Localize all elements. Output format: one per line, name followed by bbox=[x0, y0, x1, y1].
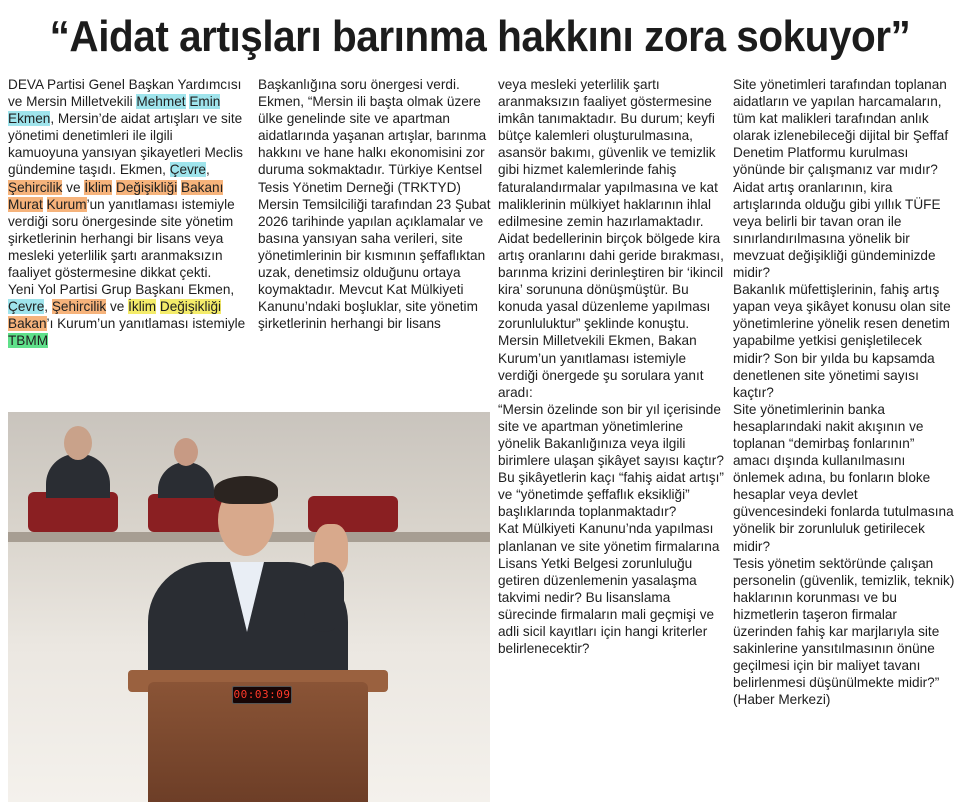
highlighted-text: Emin bbox=[189, 94, 221, 110]
article-headline: “Aidat artışları barınma hakkını zora sokuyor” bbox=[49, 12, 911, 61]
background-person bbox=[46, 454, 110, 498]
body-text: ve bbox=[62, 179, 85, 195]
highlighted-text: İklim bbox=[128, 299, 157, 315]
highlighted-text: Çevre bbox=[169, 162, 206, 178]
body-text bbox=[43, 197, 47, 212]
background-person bbox=[158, 462, 214, 498]
highlighted-text: Mehmet bbox=[136, 94, 186, 110]
body-text: DEVA Partisi Genel Başkan Yardımcısı ve Mersin Milletvekili bbox=[8, 77, 242, 110]
highlighted-text: Bakanı bbox=[181, 179, 224, 195]
background-person-head bbox=[174, 438, 198, 466]
article-column-1 bbox=[8, 76, 246, 350]
body-text: ’un yanıtlaması istemiyle verdiği soru önergesinde site yönetim şirketlerinin herhangi bir lisans veya mesleki yeterlilik şartı aranmaksızın faaliyet göstermesine dikkat çekti. Yeni Yol Partisi Grup Başkanı Ekmen, bbox=[8, 196, 235, 298]
speech-timer-display: 00:03:09 bbox=[232, 686, 292, 704]
highlighted-text: Şehircilik bbox=[51, 299, 107, 315]
speaker-raised-arm bbox=[304, 562, 344, 632]
highlighted-text: Şehircilik bbox=[8, 179, 63, 195]
parliament-speaker-photo bbox=[8, 412, 490, 802]
parliament-seat bbox=[28, 492, 118, 532]
highlighted-text: Ekmen bbox=[8, 111, 51, 127]
body-text: , Mersin’de aidat artışları ve site yönetimi denetimleri ile ilgili kamuoyuna yansıyan şikayetleri Meclis gündemine taşıdı. Ekmen, bbox=[8, 111, 243, 178]
article-column-2: Başkanlığına soru önergesi verdi. Ekmen, “Mersin ili başta olmak üzere ülke genelinde site ve apartman aidatlarında yaşanan artışlar, barınma hakkını ve hane halkı ekonomisini zor duruma sokmaktadır. Türkiye Kentsel Tesis Yönetim Derneği (TRKTYD) Mersin Temsilciliği tarafından 23 Şubat 2026 tarihinde yapılan açıklamalar ve basına yansıyan saha verileri, site yönetimlerinin bir kısmının şeffaflıktan uzak, denetimsiz olduğunu ortaya koymaktadır. Mevcut Kat Mülkiyeti Kanunu’ndaki boşluklar, site yönetim şirketlerinin herhangi bir lisans bbox=[258, 77, 491, 332]
highlighted-text: Kurum bbox=[46, 196, 87, 212]
speaker-hair bbox=[214, 476, 278, 504]
highlighted-text: Murat bbox=[8, 196, 43, 212]
body-text: , bbox=[44, 299, 52, 315]
article-column-4: Site yönetimleri tarafından toplanan aidatların ve yapılan harcamaların, tüm kat malikleri tarafından anlık olarak izlenebileceği dijital bir Şeffaf Denetim Platformu kurulması yönünde bir çalışmanız var mıdır? Aidat artış oranlarının, kira artışlarında olduğu gibi yıllık TÜFE veya belirli bir tavan oran ile sınırlandırılmasına yönelik bir mevzuat değişikliği gündeminizde midir? Bakanlık müfettişlerinin, fahiş artış yapan veya şikâyet konusu olan site yönetimlerine yönelik resen denetim yapabilme yetkisi genişletilecek midir? Son bir yılda bu kapsamda denetlenen site yönetimi sayısı kaçtır? Site yönetimlerinin banka hesaplarındaki nakit akışının ve toplanan “demirbaş fonlarının” amacı dışında kullanılmasını önlemek adına, bu fonların bloke hesaplar veya devlet güvencesindeki fonlarda tutulmasına yönelik bir zorunluluk getirilecek midir? Tesis yönetim sektöründe çalışan personelin (güvenlik, temizlik, teknik) haklarının korunması ve bu hizmetlerin taşeron firmalar üzerinden fahiş kar marjlarıyla site sakinlerine yansıtılmasının önüne geçilmesi için bir maliyet tavanı belirlenmesi düşünülmekte midir?” (Haber Merkezi) bbox=[733, 77, 955, 708]
highlighted-text: İklim bbox=[84, 179, 113, 195]
highlighted-text: Bakan bbox=[8, 316, 47, 332]
highlighted-text: Çevre bbox=[8, 299, 45, 315]
highlighted-text: TBMM bbox=[8, 333, 49, 349]
body-text: ’ı Kurum’un yanıtlaması istemiyle bbox=[46, 316, 246, 332]
background-person-head bbox=[64, 426, 92, 460]
highlighted-text: Değişikliği bbox=[116, 179, 178, 195]
body-text: , bbox=[205, 162, 210, 178]
highlighted-text: Değişikliği bbox=[159, 299, 222, 315]
article-column-3: veya mesleki yeterlilik şartı aranmaksızın faaliyet göstermesine imkân tanımaktadır. Bu durum; keyfi bütçe kalemleri oluşturulmasına, asansör bakımı, güvenlik ve temizlik gibi hizmet kalemlerinde fahiş faturalandırmalar yapılmasına ve kat maliklerinin mülkiyet haklarının ihlal edilmesine zemin hazırlamaktadır. Aidat bedellerinin birçok bölgede kira artış oranlarını dahi geride bırakması, barınma krizini derinleştiren bir ‘ikincil kira’ sorununa dönüşmüştür. Bu konuda yasal düzenleme yapılması zorunluluktur” şeklinde konuştu. Mersin Milletvekili Ekmen, Bakan Kurum’un yanıtlaması istemiyle verdiği önergede şu sorulara yanıt aradı: “Mersin özelinde son bir yıl içerisinde site ve apartman yönetimlerine yönelik Bakanlığınıza veya ilgili birimlere ulaşan şikâyet sayısı kaçtır? Bu şikâyetlerin kaçı “fahiş aidat artışı” ve “yönetimde şeffaflık eksikliği” başlıklarında toplanmaktadır? Kat Mülkiyeti Kanunu’nda yapılması planlanan ve site yönetim firmalarına Lisans Yetki Belgesi zorunluluğu getiren düzenlemenin yasalaşma takvimi nedir? Bu lisanslama sürecinde firmaların mali geçmişi ve adli sicil kayıtları için hangi kriterler belirlenecektir? bbox=[498, 77, 724, 657]
body-text: ve bbox=[106, 299, 129, 315]
